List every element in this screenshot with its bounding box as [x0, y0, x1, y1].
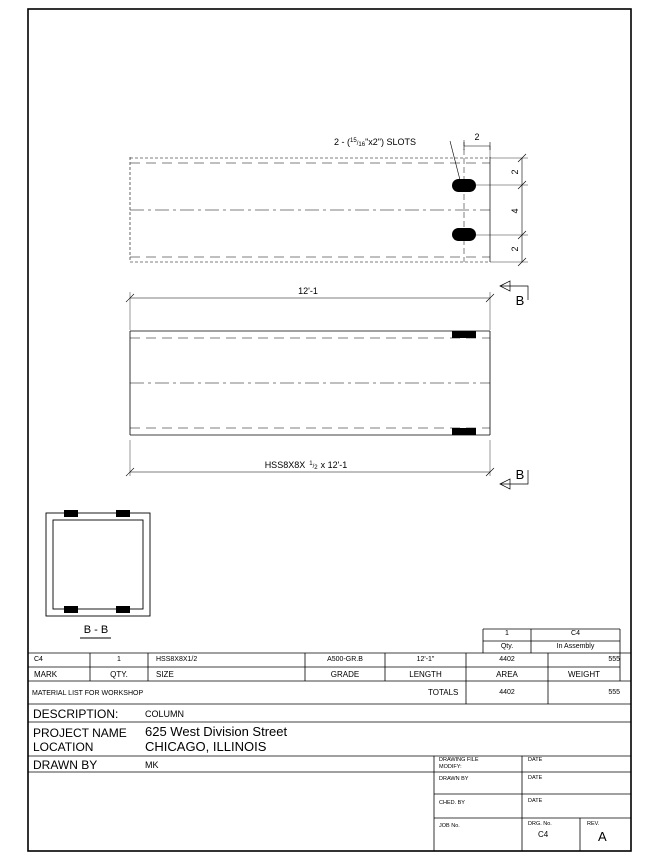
ched-by-label: CHED. BY — [439, 800, 465, 806]
drg-no-value: C4 — [538, 830, 549, 839]
header-qty: QTY. — [110, 670, 128, 679]
row-length: 12'-1" — [416, 656, 435, 663]
drg-no-label: DRG. No. — [528, 821, 552, 827]
assembly-in-assembly: In Assembly — [556, 643, 595, 650]
section-marker-top: B — [515, 293, 525, 308]
dim-right-2: 4 — [510, 208, 520, 214]
header-size: SIZE — [156, 670, 174, 679]
date-label-2: DATE — [528, 775, 543, 781]
totals-weight: 555 — [608, 689, 620, 696]
row-mark: C4 — [34, 656, 43, 663]
totals-area: 4402 — [499, 689, 515, 696]
modify-label: MODIFY: — [439, 764, 462, 770]
header-mark: MARK — [34, 670, 58, 679]
drawn-by-label: DRAWN BY — [33, 758, 98, 772]
dim-overall-length: 12'-1 — [298, 286, 318, 296]
row-size: HSS8X8X1/2 — [156, 656, 198, 663]
slots-note: 2 - ($^{15}_/$16"x2") SLOTS — [334, 137, 416, 148]
section-marker-bottom: B — [515, 467, 525, 482]
slot-elevation-top — [452, 331, 476, 338]
date-label-1: DATE — [528, 757, 543, 763]
drawing-file-label: DRAWING FILE — [439, 757, 479, 763]
project-name-value: 625 West Division Street — [145, 724, 288, 739]
header-area: AREA — [496, 670, 518, 679]
date-label-3: DATE — [528, 798, 543, 804]
location-label: LOCATION — [33, 740, 94, 754]
section-label: B - B — [83, 624, 109, 636]
slot-elevation-bottom — [452, 428, 476, 435]
header-weight: WEIGHT — [568, 670, 600, 679]
elevation-view — [126, 281, 528, 489]
rev-value: A — [598, 829, 607, 844]
row-grade: A500-GR.B — [327, 656, 363, 663]
drawn-by-value: MK — [145, 760, 159, 770]
rev-label: REV. — [587, 821, 600, 827]
totals-label: TOTALS — [428, 688, 459, 697]
assembly-qty-header: Qty. — [500, 643, 514, 650]
drawn-by-small: DRAWN BY — [439, 776, 469, 782]
project-name-label: PROJECT NAME — [33, 726, 127, 740]
dim-right-1: 2 — [510, 169, 520, 175]
header-length: LENGTH — [409, 670, 442, 679]
assembly-mark-value: C4 — [571, 630, 580, 637]
row-weight: 555 — [608, 656, 620, 663]
header-grade: GRADE — [330, 670, 360, 679]
sheet-border — [28, 9, 631, 851]
row-area: 4402 — [499, 656, 515, 663]
material-list-label: MATERIAL LIST FOR WORKSHOP — [32, 690, 144, 697]
dim-slot-spacing: 2 — [474, 132, 480, 142]
dim-right-3: 2 — [510, 246, 520, 252]
member-label: HSS8X8X $^1_/$2 x 12'-1 — [264, 460, 348, 471]
row-qty: 1 — [117, 656, 121, 663]
top-view — [130, 140, 528, 266]
description-value: COLUMN — [145, 709, 185, 719]
assembly-qty-value: 1 — [505, 630, 509, 637]
location-value: CHICAGO, ILLINOIS — [145, 739, 267, 754]
description-label: DESCRIPTION: — [33, 707, 119, 721]
job-no-label: JOB No. — [439, 823, 460, 829]
section-view — [46, 510, 150, 638]
